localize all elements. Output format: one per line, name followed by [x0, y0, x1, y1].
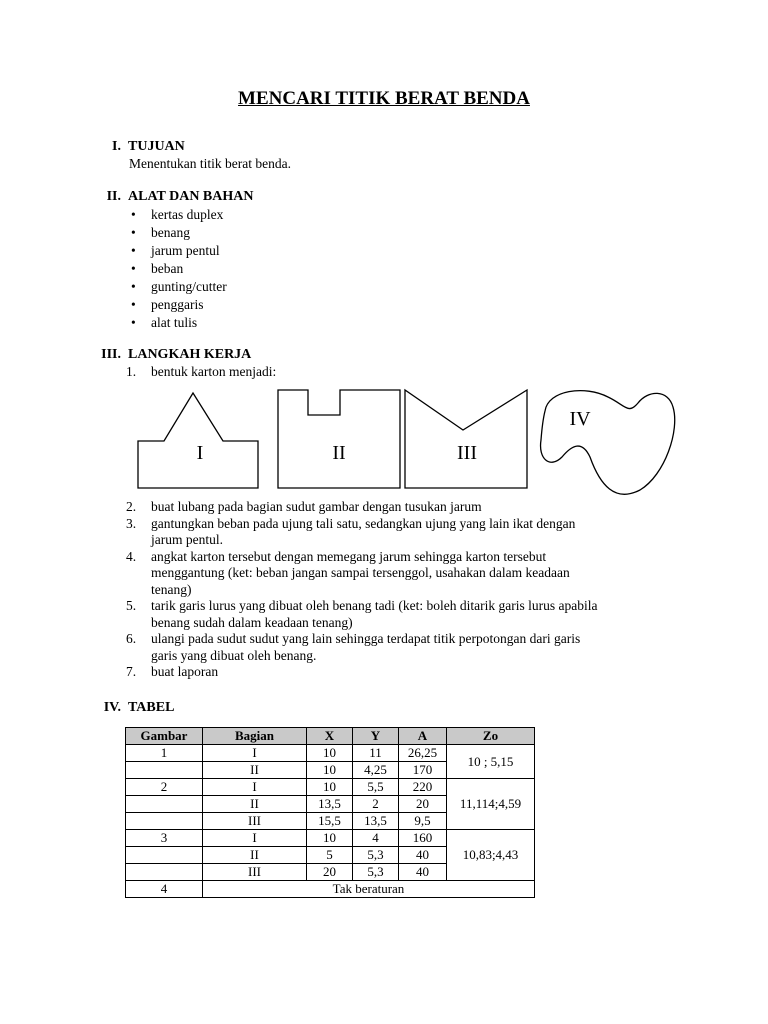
- list-item: • alat tulis: [131, 315, 198, 330]
- cell-bagian: II: [203, 796, 307, 813]
- section-heading: TABEL: [128, 700, 175, 715]
- cell-gambar: 1: [126, 745, 203, 762]
- cell-y: 4: [353, 830, 399, 847]
- bullet-icon: •: [131, 279, 136, 294]
- section-number: III.: [101, 347, 121, 362]
- step-7: 7. buat laporan: [126, 664, 219, 679]
- step-5: 5. tarik garis lurus yang dibuat oleh benang tadi (ket: boleh ditarik garis lurus apabila benang sudah dalam keadaan tenang): [126, 598, 598, 630]
- cell-y: 5,3: [353, 864, 399, 881]
- section-heading: LANGKAH KERJA: [128, 347, 252, 362]
- cell-a: 220: [399, 779, 447, 796]
- cell-a: 170: [399, 762, 447, 779]
- cell-bagian: II: [203, 762, 307, 779]
- cell-a: 160: [399, 830, 447, 847]
- cell-gambar: [126, 813, 203, 830]
- shape-1: [138, 393, 258, 488]
- cell-gambar: 2: [126, 779, 203, 796]
- step-3: 3. gantungkan beban pada ujung tali satu, sedangkan ujung yang lain ikat dengan jarum pentul.: [126, 515, 576, 547]
- section-heading: ALAT DAN BAHAN: [128, 189, 254, 204]
- table-row: [126, 745, 535, 762]
- cell-y: 11: [353, 745, 399, 762]
- table-row: [126, 779, 535, 796]
- list-item: • kertas duplex: [131, 207, 224, 222]
- step-1: 1. bentuk karton menjadi:: [126, 364, 277, 379]
- shapes-figure: [0, 385, 768, 505]
- shape-label: I: [196, 442, 204, 464]
- bullet-icon: •: [131, 297, 136, 312]
- cell-y: 5,3: [353, 847, 399, 864]
- cell-bagian: III: [203, 813, 307, 830]
- cell-gambar: [126, 796, 203, 813]
- shape-3: [405, 390, 527, 488]
- cell-zo: 10,83;4,43: [447, 830, 535, 881]
- shape-4: [541, 391, 675, 495]
- cell-gambar: [126, 762, 203, 779]
- steps-list: [126, 499, 686, 681]
- table-header-row: [126, 728, 535, 745]
- list-item: • jarum pentul: [131, 243, 220, 258]
- bullet-icon: •: [131, 315, 136, 330]
- cell-x: 10: [307, 830, 353, 847]
- section-number: IV.: [103, 700, 121, 715]
- alat-list: [129, 206, 227, 332]
- list-item: • penggaris: [131, 297, 204, 312]
- header-cell: Zo: [447, 728, 535, 745]
- cell-x: 20: [307, 864, 353, 881]
- list-item: • gunting/cutter: [131, 279, 227, 294]
- cell-a: 26,25: [399, 745, 447, 762]
- bullet-icon: •: [131, 207, 136, 222]
- results-table: [125, 727, 535, 898]
- step-6: 6. ulangi pada sudut sudut yang lain sehingga terdapat titik perpotongan dari garis garis yang dibuat oleh benang.: [126, 631, 581, 663]
- cell-bagian: II: [203, 847, 307, 864]
- cell-x: 10: [307, 779, 353, 796]
- shape-label: III: [457, 442, 477, 464]
- shape-label: IV: [569, 408, 591, 430]
- bullet-icon: •: [131, 261, 136, 276]
- cell-zo: 11,114;4,59: [447, 779, 535, 830]
- cell-bagian: I: [203, 830, 307, 847]
- table-row: [126, 830, 535, 847]
- cell-x: 13,5: [307, 796, 353, 813]
- list-item: • beban: [131, 261, 184, 276]
- shape-label: II: [332, 442, 346, 464]
- section-number: I.: [112, 139, 121, 154]
- bullet-icon: •: [131, 243, 136, 258]
- cell-gambar: 3: [126, 830, 203, 847]
- header-cell: Y: [353, 728, 399, 745]
- cell-x: 5: [307, 847, 353, 864]
- header-cell: Bagian: [203, 728, 307, 745]
- header-cell: Gambar: [126, 728, 203, 745]
- table-row: [126, 881, 535, 898]
- section-number: II.: [106, 189, 121, 204]
- cell-gambar: [126, 864, 203, 881]
- cell-gambar: 4: [126, 881, 203, 898]
- shape-2: [278, 390, 400, 488]
- tujuan-text: Menentukan titik berat benda.: [129, 156, 291, 171]
- cell-y: 4,25: [353, 762, 399, 779]
- cell-y: 2: [353, 796, 399, 813]
- cell-x: 10: [307, 745, 353, 762]
- cell-bagian: I: [203, 745, 307, 762]
- cell-bagian: I: [203, 779, 307, 796]
- cell-note: Tak beraturan: [203, 881, 535, 898]
- cell-a: 40: [399, 847, 447, 864]
- section-heading: TUJUAN: [128, 139, 185, 154]
- cell-bagian: III: [203, 864, 307, 881]
- cell-y: 13,5: [353, 813, 399, 830]
- step-4: 4. angkat karton tersebut dengan memegang jarum sehingga karton tersebut menggantung (ket: beban jangan sampai tersenggol, usahakan dalam keadaan tenang): [126, 548, 570, 597]
- header-cell: A: [399, 728, 447, 745]
- page-title: MENCARI TITIK BERAT BENDA: [238, 88, 530, 109]
- cell-x: 10: [307, 762, 353, 779]
- step-2: 2. buat lubang pada bagian sudut gambar dengan tusukan jarum: [126, 499, 482, 514]
- cell-a: 9,5: [399, 813, 447, 830]
- cell-x: 15,5: [307, 813, 353, 830]
- header-cell: X: [307, 728, 353, 745]
- cell-y: 5,5: [353, 779, 399, 796]
- cell-a: 40: [399, 864, 447, 881]
- cell-zo: 10 ; 5,15: [447, 745, 535, 779]
- list-item: • benang: [131, 225, 190, 240]
- bullet-icon: •: [131, 225, 136, 240]
- cell-gambar: [126, 847, 203, 864]
- cell-a: 20: [399, 796, 447, 813]
